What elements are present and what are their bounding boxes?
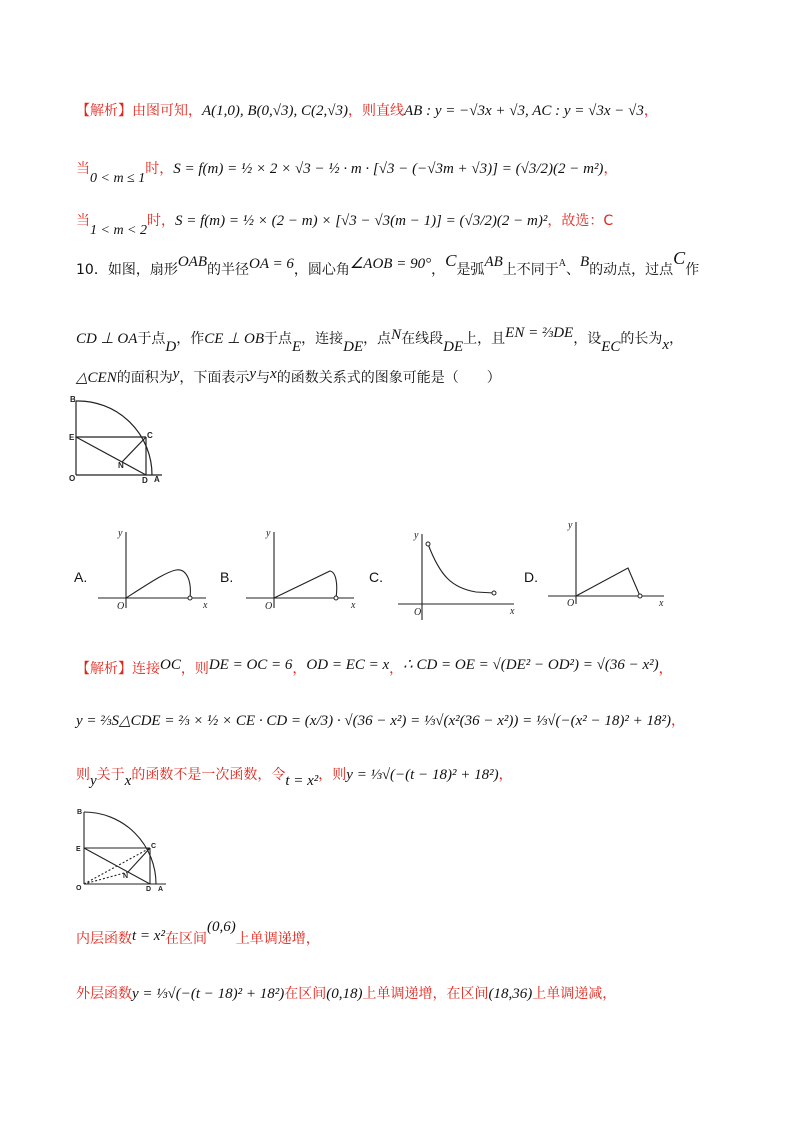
sector-figure-dashed — [72, 806, 172, 892]
q-text: ，作 — [176, 331, 205, 347]
question-10-line-2 — [76, 325, 684, 355]
sol-math: OD = EC = x — [306, 657, 390, 673]
case-word: 时， — [147, 213, 176, 229]
q-math: x — [270, 366, 277, 382]
sol-math: (0,18) — [326, 986, 363, 1002]
q-text: 于点 — [137, 331, 166, 347]
axis-x-label: x — [510, 606, 515, 617]
option-d-label[interactable]: D. — [524, 569, 538, 585]
q-text: ，连接 — [301, 331, 344, 347]
q-text: ，下面表示 — [179, 370, 250, 386]
analysis-mid: ，则直线 — [348, 103, 405, 119]
origin-label: O — [117, 601, 125, 612]
q-math: ∠AOB = 90° — [349, 256, 432, 272]
lines-formula: AB : y = −√3x + √3, AC : y = √3x − √3 — [404, 103, 644, 119]
q-math: EN = ⅔DE — [505, 325, 574, 341]
q-math: C — [445, 251, 457, 270]
punctuation: ， — [603, 161, 618, 177]
q-math: DE — [443, 339, 464, 355]
axis-y-label: y — [414, 530, 419, 541]
q-text: 的动点，过点 — [589, 262, 674, 278]
sol-text: 内层函数 — [76, 931, 132, 947]
q-text: 的长为 — [620, 331, 663, 347]
q-math: E — [291, 339, 302, 355]
sol-text: 上单调递减， — [532, 986, 617, 1002]
axis-y-label: y — [118, 528, 123, 539]
case-word: 时， — [145, 161, 174, 177]
q-text: 作 — [685, 262, 700, 278]
label-e: E — [76, 846, 81, 853]
axis-y-label: y — [568, 520, 573, 531]
option-c-graph[interactable] — [396, 526, 518, 620]
case-2-line — [76, 210, 614, 238]
case-word: 当 — [76, 161, 90, 177]
solution-line-1 — [76, 658, 673, 679]
sol-math: (18,36) — [488, 986, 533, 1002]
q-text: 上，且 — [463, 331, 506, 347]
option-a-label[interactable]: A. — [74, 569, 88, 585]
label-n: N — [118, 461, 124, 470]
q-text: 于点 — [263, 331, 292, 347]
axis-x-label: x — [203, 600, 208, 611]
sol-math: DE = OC = 6 — [208, 657, 293, 673]
q-text: ，圆心角 — [293, 262, 350, 278]
q-math: y — [249, 366, 257, 382]
answer-text: ，故选：C — [547, 213, 614, 229]
label-a: A — [154, 475, 160, 484]
sol-math: t = x² — [132, 928, 165, 944]
q-math: CD ⊥ OA — [76, 331, 138, 347]
q-math: x — [662, 337, 670, 353]
sol-text: ， — [671, 713, 685, 729]
sol-text: ， — [389, 661, 404, 677]
q-text: 上不同于 — [502, 262, 559, 278]
sol-math: (0,6) — [206, 919, 236, 935]
q-text: 与 — [256, 370, 271, 386]
sol-text: 关于 — [96, 767, 125, 783]
sol-math: t = x² — [285, 773, 319, 789]
solution-line-2 — [76, 710, 685, 731]
sol-text: 在区间 — [164, 931, 207, 947]
sol-text: 连接 — [132, 661, 160, 677]
label-c: C — [151, 843, 157, 850]
sol-math: y — [90, 773, 97, 789]
label-o: O — [69, 474, 76, 483]
analysis-lead: 由图可知， — [132, 103, 202, 119]
question-10-line-1 — [76, 248, 700, 282]
solution-line-5 — [76, 983, 616, 1004]
sol-text: 外层函数 — [76, 986, 132, 1002]
sol-text: ， — [498, 767, 513, 783]
sol-math: OC — [160, 657, 181, 673]
sol-text: ，则 — [180, 661, 209, 677]
label-d: D — [142, 476, 148, 485]
punctuation: ， — [643, 103, 658, 119]
points-formula: A(1,0), B(0,√3), C(2,√3) — [202, 103, 349, 119]
q-text: ， — [669, 331, 684, 347]
case-1-formula: S = f(m) = ½ × 2 × √3 − ½ · m · [√3 − (−√3m + √3)] = (√3/2)(2 − m²) — [173, 161, 604, 177]
origin-label: O — [567, 598, 575, 608]
sol-text: 的函数不是一次函数，令 — [131, 767, 286, 783]
label-o: O — [76, 885, 82, 892]
sol-text: 上单调递增，在区间 — [362, 986, 489, 1002]
label-n: N — [123, 873, 129, 880]
analysis-tag: 【解析】 — [76, 661, 132, 677]
q-math: B — [580, 254, 590, 270]
solution-line-3 — [76, 764, 513, 789]
question-10-line-3 — [76, 367, 501, 388]
solution-line-4 — [76, 919, 320, 949]
q-text: ， — [431, 262, 446, 278]
case-1-range: 0 < m ≤ 1 — [90, 171, 146, 186]
case-word: 当 — [76, 213, 90, 229]
q-math: A — [558, 258, 566, 269]
case-1-line — [76, 158, 618, 186]
q-text: 、 — [566, 262, 580, 278]
q-math: DE — [343, 339, 364, 355]
axis-x-label: x — [659, 598, 664, 608]
label-e: E — [69, 433, 75, 442]
q-math: AB — [484, 254, 503, 270]
q-text: ，点 — [363, 331, 392, 347]
option-b-label[interactable]: B. — [220, 569, 234, 585]
q-math: y — [172, 366, 180, 382]
sol-text: ， — [292, 661, 307, 677]
q-math: OA = 6 — [249, 256, 294, 272]
origin-label: O — [265, 601, 273, 612]
q-math: △CEN — [76, 370, 117, 386]
q-text: 的函数关系式的图象可能是（ ） — [276, 370, 501, 386]
option-a-graph[interactable] — [96, 520, 216, 612]
sol-math: x — [124, 773, 132, 789]
analysis-line-1 — [76, 100, 658, 121]
label-b: B — [77, 809, 83, 816]
q-math: D — [165, 339, 177, 355]
q-math: CE ⊥ OB — [204, 331, 264, 347]
sol-text: 在区间 — [284, 986, 327, 1002]
label-b: B — [70, 395, 76, 404]
label-a: A — [158, 886, 164, 892]
sol-math: y = ⅓√(−(t − 18)² + 18²) — [346, 767, 499, 783]
case-2-formula: S = f(m) = ½ × (2 − m) × [√3 − √3(m − 1)] = (√3/2)(2 − m)² — [175, 213, 548, 229]
sol-math: ∴ CD = OE = √(DE² − OD²) = √(36 − x²) — [403, 657, 659, 673]
case-2-range: 1 < m < 2 — [90, 223, 148, 238]
axis-y-label: y — [266, 528, 271, 539]
q-math: N — [391, 327, 402, 343]
q-text: ，设 — [573, 331, 602, 347]
q-text: 在线段 — [401, 331, 444, 347]
area-formula: y = ⅔S△CDE = ⅔ × ½ × CE · CD = (x/3) · √(36 − x²) = ⅓√(x²(36 − x²)) = ⅓√(−(x² − 18)² + 18²) — [76, 713, 671, 729]
label-d: D — [146, 886, 152, 892]
q-math: C — [673, 248, 686, 268]
sol-text: ， — [658, 661, 673, 677]
q-math: EC — [601, 339, 621, 355]
q-math: OAB — [177, 254, 207, 270]
option-b-graph[interactable] — [244, 520, 364, 612]
q-text: 10．如图，扇形 — [76, 262, 178, 278]
axis-x-label: x — [351, 600, 356, 611]
option-c-label[interactable]: C. — [369, 569, 383, 585]
analysis-tag: 【解析】 — [76, 103, 132, 119]
sol-text: 上单调递增， — [235, 931, 320, 947]
sector-figure — [66, 393, 176, 485]
sol-text: ，则 — [318, 767, 347, 783]
label-c: C — [147, 431, 153, 440]
origin-label: O — [414, 607, 422, 618]
q-text: 是弧 — [456, 262, 485, 278]
q-text: 的半径 — [207, 262, 249, 278]
option-d-graph[interactable] — [546, 516, 670, 608]
q-text: 的面积为 — [116, 370, 173, 386]
sol-math: y = ⅓√(−(t − 18)² + 18²) — [132, 986, 285, 1002]
sol-text: 则 — [76, 767, 90, 783]
